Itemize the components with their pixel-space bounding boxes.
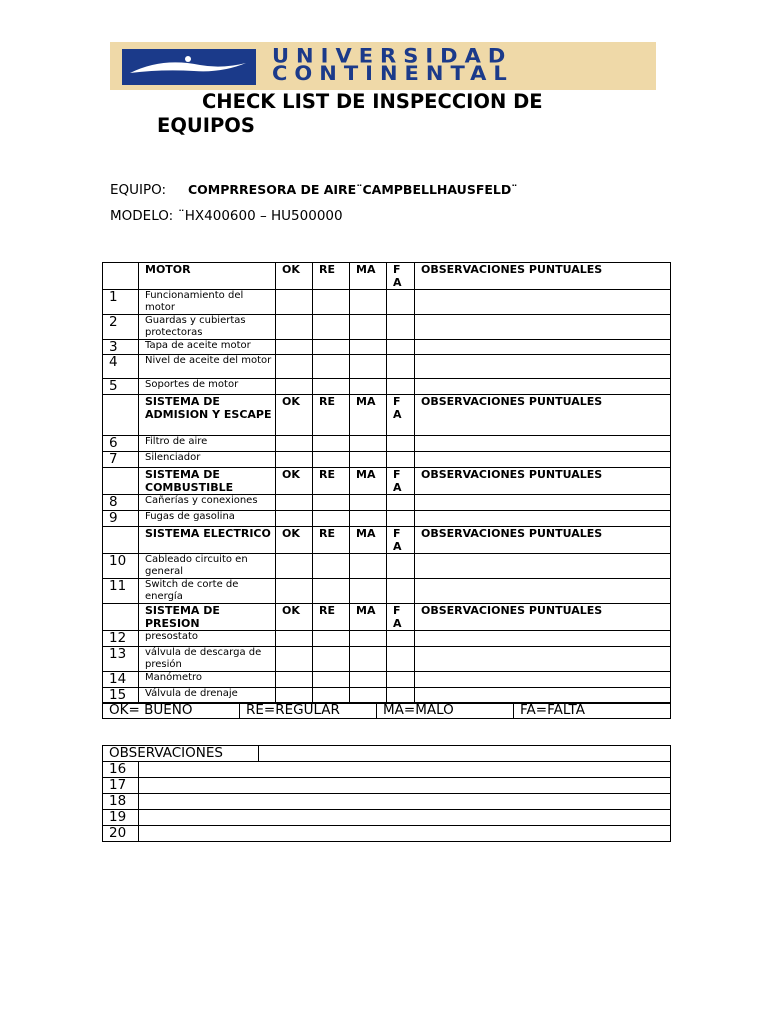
observaciones-row [103,826,671,842]
item-label: Soportes de motor [139,379,276,395]
column-header-obs: OBSERVACIONES PUNTUALES [415,468,671,495]
section-num-blank [103,263,139,290]
check-cell-re[interactable] [313,647,350,672]
section-title: SISTEMA DE PRESION [139,604,276,631]
section-title: MOTOR [139,263,276,290]
modelo-line [110,208,343,224]
check-cell-ma[interactable] [350,647,387,672]
check-cell-obs[interactable] [415,340,671,355]
check-cell-ok[interactable] [276,315,313,340]
checklist-row [103,511,671,527]
check-cell-ok[interactable] [276,631,313,647]
observaciones-number: 19 [103,810,139,826]
column-header-fa: F A [387,263,415,290]
check-cell-re[interactable] [313,436,350,452]
item-number: 3 [103,340,139,355]
check-cell-ma[interactable] [350,355,387,379]
check-cell-re[interactable] [313,579,350,604]
column-header-re: RE [313,527,350,554]
item-number: 9 [103,511,139,527]
item-label: Válvula de drenaje [139,688,276,704]
section-title: SISTEMA DE ADMISION Y ESCAPE [139,395,276,436]
section-title: SISTEMA ELECTRICO [139,527,276,554]
section-header-row [103,395,671,436]
checklist-row [103,631,671,647]
item-label: presostato [139,631,276,647]
legend-re: RE=REGULAR [240,703,377,719]
swoosh-icon [122,49,256,85]
checklist-row [103,554,671,579]
page-title [157,90,607,138]
check-cell-fa[interactable] [387,436,415,452]
check-cell-re[interactable] [313,315,350,340]
checklist-row [103,355,671,379]
item-label: Filtro de aire [139,436,276,452]
item-label: Cañerías y conexiones [139,495,276,511]
column-header-re: RE [313,604,350,631]
legend-ok: OK= BUENO [103,703,240,719]
item-label: Funcionamiento del motor [139,290,276,315]
column-header-ma: MA [350,468,387,495]
legend-ma: MA=MALO [377,703,514,719]
equipo-line [110,182,518,198]
checklist-row [103,379,671,395]
column-header-re: RE [313,395,350,436]
item-number: 6 [103,436,139,452]
check-cell-ma[interactable] [350,495,387,511]
section-header-row [103,263,671,290]
observaciones-header-blank [259,746,671,762]
item-number: 14 [103,672,139,688]
section-num-blank [103,527,139,554]
check-cell-re[interactable] [313,672,350,688]
item-number: 4 [103,355,139,379]
item-number: 12 [103,631,139,647]
check-cell-re[interactable] [313,554,350,579]
item-label: Guardas y cubiertas protectoras [139,315,276,340]
column-header-ma: MA [350,604,387,631]
column-header-ma: MA [350,395,387,436]
column-header-obs: OBSERVACIONES PUNTUALES [415,527,671,554]
modelo-label: MODELO: [110,208,174,224]
check-cell-obs[interactable] [415,554,671,579]
checklist-row [103,436,671,452]
column-header-fa: F A [387,395,415,436]
logo-line-2: CONTINENTAL [272,62,514,85]
column-header-obs: OBSERVACIONES PUNTUALES [415,263,671,290]
check-cell-obs[interactable] [415,579,671,604]
check-cell-ok[interactable] [276,290,313,315]
check-cell-fa[interactable] [387,631,415,647]
check-cell-fa[interactable] [387,340,415,355]
checklist-row [103,315,671,340]
check-cell-fa[interactable] [387,554,415,579]
column-header-re: RE [313,263,350,290]
check-cell-ma[interactable] [350,452,387,468]
check-cell-obs[interactable] [415,511,671,527]
column-header-obs: OBSERVACIONES PUNTUALES [415,604,671,631]
check-cell-fa[interactable] [387,355,415,379]
check-cell-fa[interactable] [387,315,415,340]
item-number: 11 [103,579,139,604]
item-label: Cableado circuito en general [139,554,276,579]
check-cell-fa[interactable] [387,452,415,468]
check-cell-ma[interactable] [350,290,387,315]
item-label: Switch de corte de energía [139,579,276,604]
check-cell-obs[interactable] [415,647,671,672]
check-cell-ma[interactable] [350,436,387,452]
check-cell-ok[interactable] [276,495,313,511]
check-cell-ok[interactable] [276,452,313,468]
check-cell-re[interactable] [313,511,350,527]
check-cell-obs[interactable] [415,290,671,315]
check-cell-ok[interactable] [276,672,313,688]
check-cell-re[interactable] [313,452,350,468]
checklist-row [103,672,671,688]
section-num-blank [103,468,139,495]
title-line-1: CHECK LIST DE INSPECCION DE [202,90,543,113]
check-cell-re[interactable] [313,290,350,315]
check-cell-re[interactable] [313,631,350,647]
column-header-fa: F A [387,527,415,554]
checklist-row [103,290,671,315]
check-cell-obs[interactable] [415,355,671,379]
logo-emblem-icon [122,49,256,85]
logo-wordmark [272,44,650,85]
check-cell-ok[interactable] [276,340,313,355]
check-cell-obs[interactable] [415,315,671,340]
check-cell-ma[interactable] [350,315,387,340]
observaciones-number: 17 [103,778,139,794]
check-cell-fa[interactable] [387,672,415,688]
check-cell-fa[interactable] [387,579,415,604]
section-num-blank [103,395,139,436]
observaciones-text-cell[interactable] [139,778,671,794]
column-header-ok: OK [276,604,313,631]
item-number: 8 [103,495,139,511]
item-label: Manómetro [139,672,276,688]
observaciones-text-cell[interactable] [139,810,671,826]
check-cell-ma[interactable] [350,340,387,355]
check-cell-obs[interactable] [415,495,671,511]
item-label: Tapa de aceite motor [139,340,276,355]
check-cell-fa[interactable] [387,495,415,511]
check-cell-ok[interactable] [276,554,313,579]
equipo-value: COMPRRESORA DE AIRE¨CAMPBELLHAUSFELD¨ [188,182,518,197]
item-number: 15 [103,688,139,704]
check-cell-obs[interactable] [415,379,671,395]
section-header-row [103,468,671,495]
check-cell-ma[interactable] [350,631,387,647]
legend-table [102,702,671,719]
item-label: Nivel de aceite del motor [139,355,276,379]
checklist-row [103,495,671,511]
section-header-row [103,527,671,554]
column-header-ok: OK [276,263,313,290]
observaciones-number: 18 [103,794,139,810]
observaciones-text-cell[interactable] [139,794,671,810]
title-line-2: EQUIPOS [157,114,255,137]
item-number: 2 [103,315,139,340]
check-cell-ma[interactable] [350,379,387,395]
observaciones-header: OBSERVACIONES [103,746,259,762]
observaciones-row [103,810,671,826]
item-number: 13 [103,647,139,672]
check-cell-ok[interactable] [276,579,313,604]
modelo-value: ¨HX400600 – HU500000 [178,208,343,224]
logo-line-1: UNIVERSIDAD [272,44,513,67]
column-header-obs: OBSERVACIONES PUNTUALES [415,395,671,436]
check-cell-ma[interactable] [350,511,387,527]
column-header-ok: OK [276,468,313,495]
observaciones-row [103,778,671,794]
check-cell-obs[interactable] [415,436,671,452]
check-cell-fa[interactable] [387,290,415,315]
section-num-blank [103,604,139,631]
item-label: válvula de descarga de presión [139,647,276,672]
legend-fa: FA=FALTA [514,703,671,719]
check-cell-obs[interactable] [415,631,671,647]
column-header-ma: MA [350,527,387,554]
observaciones-text-cell[interactable] [139,826,671,842]
item-label: Fugas de gasolina [139,511,276,527]
section-header-row [103,604,671,631]
equipo-label: EQUIPO: [110,182,167,198]
observaciones-table [102,745,671,842]
checklist-table [102,262,671,704]
item-label: Silenciador [139,452,276,468]
observaciones-row [103,762,671,778]
check-cell-re[interactable] [313,379,350,395]
check-cell-ok[interactable] [276,355,313,379]
checklist-row [103,452,671,468]
column-header-ok: OK [276,527,313,554]
check-cell-ma[interactable] [350,579,387,604]
observaciones-text-cell[interactable] [139,762,671,778]
checklist-row [103,579,671,604]
check-cell-ma[interactable] [350,554,387,579]
checklist-row [103,340,671,355]
check-cell-ok[interactable] [276,511,313,527]
check-cell-obs[interactable] [415,672,671,688]
university-logo [110,42,656,90]
check-cell-ma[interactable] [350,672,387,688]
observaciones-number: 16 [103,762,139,778]
column-header-re: RE [313,468,350,495]
check-cell-obs[interactable] [415,452,671,468]
item-number: 5 [103,379,139,395]
check-cell-re[interactable] [313,340,350,355]
item-number: 1 [103,290,139,315]
check-cell-fa[interactable] [387,511,415,527]
check-cell-ok[interactable] [276,647,313,672]
item-number: 7 [103,452,139,468]
column-header-ok: OK [276,395,313,436]
check-cell-re[interactable] [313,355,350,379]
check-cell-fa[interactable] [387,647,415,672]
check-cell-ok[interactable] [276,379,313,395]
column-header-ma: MA [350,263,387,290]
observaciones-number: 20 [103,826,139,842]
column-header-fa: F A [387,604,415,631]
observaciones-row [103,794,671,810]
check-cell-fa[interactable] [387,379,415,395]
check-cell-ok[interactable] [276,436,313,452]
column-header-fa: F A [387,468,415,495]
section-title: SISTEMA DE COMBUSTIBLE [139,468,276,495]
item-number: 10 [103,554,139,579]
check-cell-re[interactable] [313,495,350,511]
checklist-row [103,647,671,672]
